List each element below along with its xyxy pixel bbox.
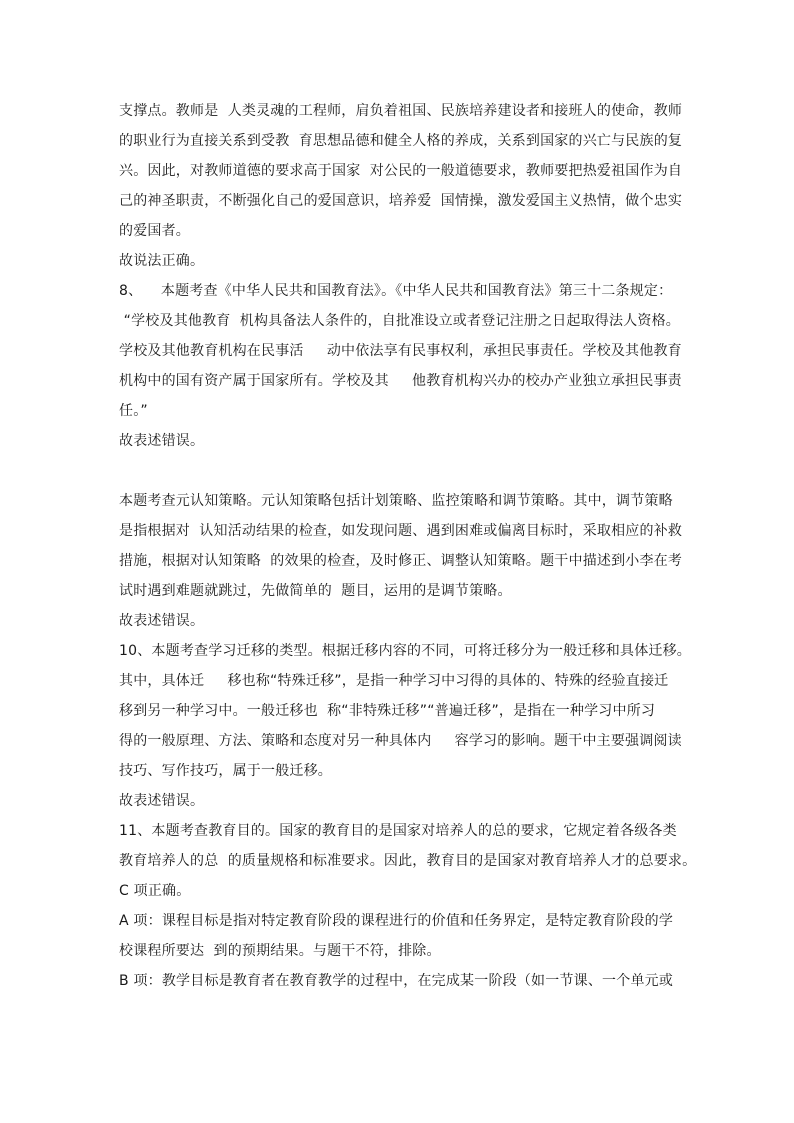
- text-line: C 项正确。: [119, 883, 191, 899]
- text-line: 8、 本题考查《中华人民共和国教育法》。《中华人民共和国教育法》第三十二条规定：: [119, 283, 673, 299]
- text-line: 11、本题考查教育目的。国家的教育目的是国家对培养人的总的要求，它规定着各级各类: [119, 823, 677, 839]
- text-line: 学校及其他教育机构在民事活 动中依法享有民事权利，承担民事责任。学校及其他教育: [119, 343, 682, 359]
- text-line: 支撑点。教师是 人类灵魂的工程师，肩负着祖国、民族培养建设者和接班人的使命，教师: [119, 103, 683, 119]
- text-line: 故表述错误。: [119, 613, 205, 629]
- text-line: 教育培养人的总 的质量规格和标准要求。因此，教育目的是国家对教育培养人才的总要求。: [119, 853, 697, 869]
- text-line: 其中，具体迁 移也称“特殊迁移”，是指一种学习中习得的具体的、特殊的经验直接迁: [119, 673, 669, 689]
- text-line: 兴。因此，对教师道德的要求高于国家 对公民的一般道德要求，教师要把热爱祖国作为自: [119, 163, 683, 179]
- text-line: 10、本题考查学习迁移的类型。根据迁移内容的不同，可将迁移分为一般迁移和具体迁移。: [119, 643, 692, 659]
- text-line: A 项：课程目标是指对特定教育阶段的课程进行的价值和任务界定，是特定教育阶段的学: [119, 913, 674, 929]
- text-line: 得的一般原理、方法、策略和态度对另一种具体内 容学习的影响。题干中主要强调阅读: [119, 733, 682, 749]
- text-line: 的职业行为直接关系到受教 育思想品德和健全人格的养成，关系到国家的兴亡与民族的复: [119, 133, 683, 149]
- text-line: 试时遇到难题就跳过，先做简单的 题目，运用的是调节策略。: [119, 583, 512, 599]
- text-line: 故说法正确。: [119, 253, 205, 269]
- text-line: 任。”: [119, 403, 148, 419]
- text-line: “学校及其他教育 机构具备法人条件的，自批准设立或者登记注册之日起取得法人资格。: [119, 313, 681, 329]
- text-line: 校课程所要达 到的预期结果。与题干不符，排除。: [119, 943, 441, 959]
- text-line: 机构中的国有资产属于国家所有。学校及其 他教育机构兴办的校办产业独立承担民事责: [119, 373, 682, 389]
- text-line: 己的神圣职责，不断强化自己的爱国意识，培养爱 国情操，激发爱国主义热情，做个忠实: [119, 193, 683, 209]
- text-line: 的爱国者。: [119, 223, 190, 239]
- text-line: B 项：教学目标是教育者在教育教学的过程中，在完成某一阶段（如一节课、一个单元或: [119, 973, 674, 989]
- text-line: 故表述错误。: [119, 793, 205, 809]
- text-line: 移到另一种学习中。一般迁移也 称“非特殊迁移”“普遍迁移”，是指在一种学习中所习: [119, 703, 656, 719]
- text-line: 措施，根据对认知策略 的效果的检查，及时修正、调整认知策略。题干中描述到小李在考: [119, 553, 683, 569]
- text-line: 本题考查元认知策略。元认知策略包括计划策略、监控策略和调节策略。其中，调节策略: [119, 493, 673, 509]
- text-line: 故表述错误。: [119, 433, 205, 449]
- text-line: 是指根据对 认知活动结果的检查，如发现问题、遇到困难或偏离目标时，采取相应的补救: [119, 523, 683, 539]
- text-line: 技巧、写作技巧，属于一般迁移。: [119, 763, 332, 779]
